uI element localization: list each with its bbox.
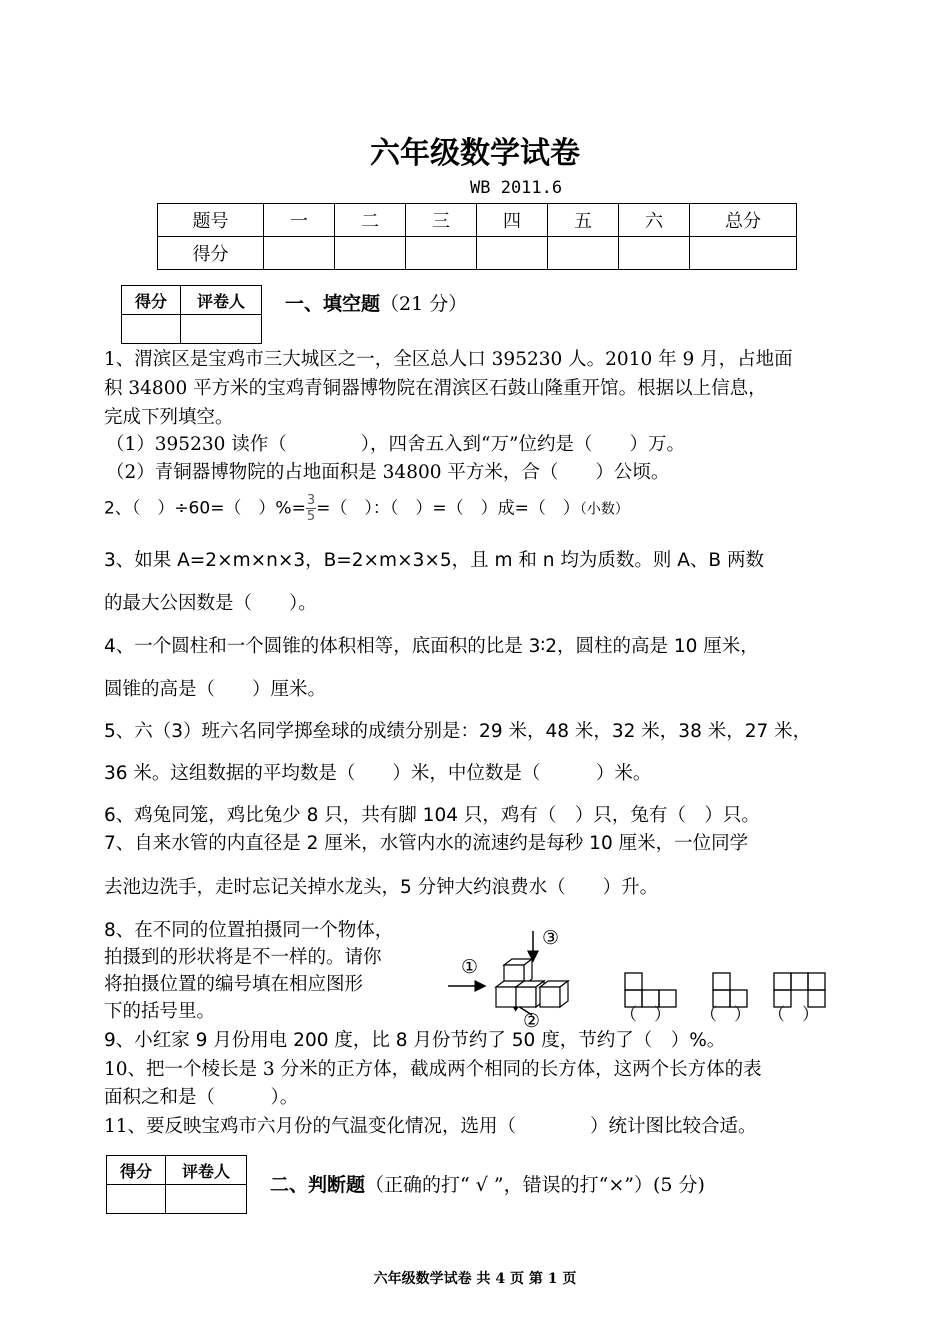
score-cell[interactable] <box>264 237 335 270</box>
q1-line: 完成下列填空。 <box>104 407 234 428</box>
q2-part-b: =（ ）：（ ）=（ ）成=（ ） <box>316 498 580 519</box>
q2-part-a: 2、（ ）÷60=（ ）%= <box>104 498 306 519</box>
section1-heading <box>285 289 467 316</box>
section1-points: （21 分） <box>380 293 468 315</box>
score-header-cell: 二 <box>335 204 406 237</box>
page-title: 六年级数学试卷 <box>370 136 580 171</box>
q1-sub2: （2）青铜器博物院的占地面积是 34800 平方米，合（ ）公顷。 <box>106 462 670 483</box>
answer-blank-2[interactable]: （ ） <box>700 1005 751 1025</box>
q7-line: 7、自来水管的内直径是 2 厘米，水管内水的流速约是每秒 10 厘米，一位同学 <box>104 833 749 854</box>
q4-line: 4、一个圆柱和一个圆锥的体积相等，底面积的比是 3∶2，圆柱的高是 10 厘米， <box>104 636 759 657</box>
exam-code: WB 2011.6 <box>470 178 563 198</box>
q7-line: 去池边洗手，走时忘记关掉水龙头，5 分钟大约浪费水（ ）升。 <box>104 877 659 898</box>
q10-line: 面积之和是（ ）。 <box>104 1087 299 1108</box>
q3-line: 3、如果 A=2×m×n×3，B=2×m×3×5，且 m 和 n 均为质数。则 A、B 两数 <box>104 550 765 571</box>
score-cell[interactable] <box>477 237 548 270</box>
score-cell[interactable] <box>406 237 477 270</box>
grader-name-label: 评卷人 <box>181 286 262 315</box>
grader-score-label: 得分 <box>122 286 181 315</box>
score-header-cell: 一 <box>264 204 335 237</box>
section2-heading <box>270 1170 705 1197</box>
score-cell[interactable] <box>619 237 690 270</box>
score-header-cell: 五 <box>548 204 619 237</box>
section1-title: 一、填空题 <box>285 293 381 315</box>
marker-3: ③ <box>542 927 560 949</box>
score-header-cell: 四 <box>477 204 548 237</box>
fraction <box>306 493 316 524</box>
q2-line <box>104 493 629 524</box>
q5-line: 36 米。这组数据的平均数是（ ）米，中位数是（ ）米。 <box>104 763 652 784</box>
grader-box-1 <box>121 285 262 344</box>
grader-box-2 <box>106 1155 247 1214</box>
grader-score-label: 得分 <box>107 1156 166 1185</box>
score-cell[interactable] <box>690 237 797 270</box>
grader-name-cell[interactable] <box>181 315 262 344</box>
marker-1: ① <box>461 956 479 978</box>
q4-line: 圆锥的高是（ ）厘米。 <box>104 679 327 700</box>
q8-line: 8、在不同的位置拍摄同一个物体， <box>104 920 394 941</box>
page-footer: 六年级数学试卷 共 4 页 第 1 页 <box>373 1271 577 1287</box>
score-header-cell: 总分 <box>690 204 797 237</box>
fraction-numerator: 3 <box>306 493 316 508</box>
marker-2: ② <box>523 1010 541 1032</box>
q8-line: 将拍摄位置的编号填在相应图形 <box>104 974 364 995</box>
q8-line: 下的括号里。 <box>104 1001 216 1022</box>
score-header-cell: 三 <box>406 204 477 237</box>
grader-score-cell[interactable] <box>107 1185 166 1214</box>
answer-blank-1[interactable]: （ ） <box>620 1005 671 1025</box>
score-row-label: 得分 <box>158 237 264 270</box>
q3-line: 的最大公因数是（ ）。 <box>104 593 317 614</box>
grader-name-cell[interactable] <box>166 1185 247 1214</box>
q2-tail: （小数） <box>579 501 629 518</box>
q1-line: 积 34800 平方米的宝鸡青铜器博物院在渭滨区石鼓山隆重开馆。根据以上信息， <box>104 378 767 399</box>
grader-name-label: 评卷人 <box>166 1156 247 1185</box>
score-table <box>157 203 797 270</box>
q11-line: 11、要反映宝鸡市六月份的气温变化情况，选用（ ）统计图比较合适。 <box>104 1116 757 1137</box>
q9-line: 9、小红家 9 月份用电 200 度，比 8 月份节约了 50 度，节约了（ ）%。 <box>104 1030 726 1051</box>
grader-score-cell[interactable] <box>122 315 181 344</box>
q8-line: 拍摄到的形状将是不一样的。请你 <box>104 947 382 968</box>
cube-stack <box>496 959 568 1007</box>
score-header-cell: 六 <box>619 204 690 237</box>
section2-title: 二、判断题 <box>270 1174 366 1196</box>
answer-blank-3[interactable]: （ ） <box>768 1005 819 1025</box>
q1-sub1: （1）395230 读作（ ），四舍五入到“万”位约是（ ）万。 <box>106 434 685 455</box>
score-header-cell: 题号 <box>158 204 264 237</box>
q5-line: 5、六（3）班六名同学掷垒球的成绩分别是：29 米，48 米，32 米，38 米，27 米， <box>104 721 812 742</box>
q1-line: 1、渭滨区是宝鸡市三大城区之一，全区总人口 395230 人。2010 年 9 月，占地面 <box>104 349 793 370</box>
score-cell[interactable] <box>335 237 406 270</box>
score-cell[interactable] <box>548 237 619 270</box>
section2-note: （正确的打“ √ ”，错误的打“×”）(5 分) <box>365 1174 705 1196</box>
q10-line: 10、把一个棱长是 3 分米的正方体，截成两个相同的长方体，这两个长方体的表 <box>104 1059 762 1080</box>
fraction-denominator: 5 <box>306 509 316 524</box>
q6-line: 6、鸡兔同笼，鸡比兔少 8 只，共有脚 104 只，鸡有（ ）只，兔有（ ）只。 <box>104 805 760 826</box>
